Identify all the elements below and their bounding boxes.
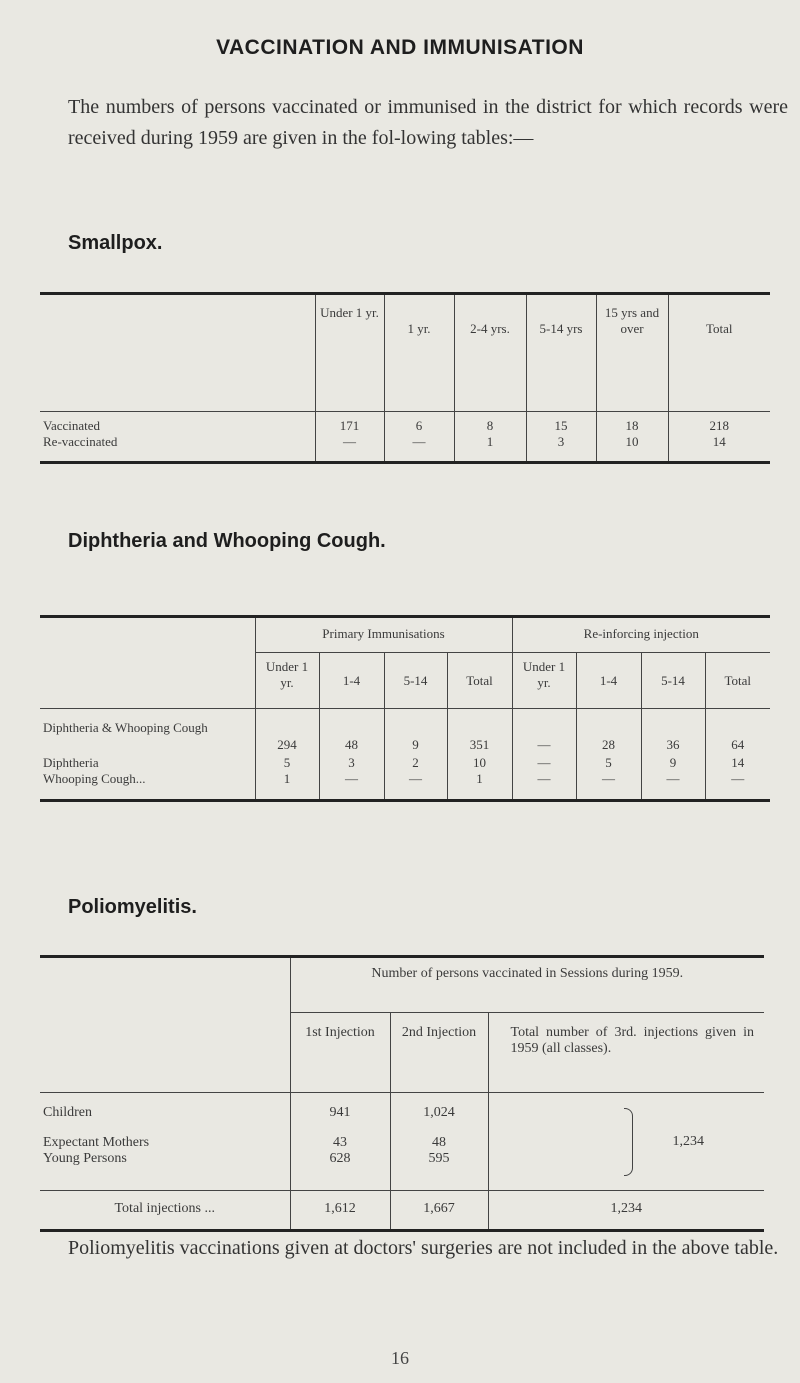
table-row <box>40 434 770 462</box>
table-cell: 48 <box>319 709 384 755</box>
row-label: Diphtheria <box>43 754 99 770</box>
table-cell: — <box>705 771 770 801</box>
table-cell: 10 <box>596 434 668 462</box>
table-cell: 1 <box>255 771 319 801</box>
table-cell: 48 <box>390 1127 488 1151</box>
column-header: 5-14 <box>641 653 705 709</box>
table-cell: 294 <box>255 709 319 755</box>
table-cell: 2 <box>384 755 447 771</box>
column-header: Under 1 yr. <box>512 653 576 709</box>
table-header-row <box>40 653 770 709</box>
table-row <box>40 1093 764 1127</box>
table-cell: — <box>384 771 447 801</box>
column-header: 2nd Injection <box>390 1013 488 1093</box>
table-row <box>40 771 770 801</box>
table-cell: 5 <box>576 755 641 771</box>
column-header: Total <box>447 653 512 709</box>
column-header: 1st Injection <box>290 1013 390 1093</box>
row-label: Young Persons <box>43 1150 127 1166</box>
table-cell: — <box>641 771 705 801</box>
polio-heading: Poliomyelitis. <box>68 896 197 918</box>
intro-paragraph: The numbers of persons vaccinated or immunised in the district for which records were received during 1959 are given in the fol-lowing tables:— <box>68 96 788 149</box>
table-cell: 1,024 <box>390 1093 488 1127</box>
table-cell: — <box>384 434 454 462</box>
column-header: 5-14 <box>384 653 447 709</box>
table-cell: 595 <box>390 1151 488 1191</box>
column-header: Total number of 3rd. injections given in 1959 (all classes). <box>488 1013 764 1093</box>
table-cell: — <box>576 771 641 801</box>
table-cell: 1 <box>454 434 526 462</box>
smallpox-heading: Smallpox. <box>68 232 163 254</box>
row-label: Expectant Mothers <box>43 1134 150 1150</box>
column-header: 1-4 <box>319 653 384 709</box>
table-cell: 628 <box>290 1151 390 1191</box>
column-header: Total <box>705 653 770 709</box>
column-header: 5-14 yrs <box>526 294 596 412</box>
table-cell: 218 <box>668 412 770 435</box>
table-cell: 6 <box>384 412 454 435</box>
table-cell: 9 <box>384 709 447 755</box>
row-label: Children <box>43 1105 92 1120</box>
table-row <box>40 412 770 435</box>
table-cell: 941 <box>290 1093 390 1127</box>
table-cell: 1,667 <box>390 1191 488 1231</box>
table-cell: 36 <box>641 709 705 755</box>
group-header-row <box>40 617 770 653</box>
polio-table <box>40 955 764 1232</box>
table-cell: 15 <box>526 412 596 435</box>
column-header: 1 yr. <box>384 294 454 412</box>
page-title: VACCINATION AND IMMUNISATION <box>216 36 584 59</box>
group-header-primary: Primary Immunisations <box>255 617 512 653</box>
diphtheria-heading: Diphtheria and Whooping Cough. <box>68 530 386 552</box>
column-header: Under 1 yr. <box>315 294 384 412</box>
column-header: 1-4 <box>576 653 641 709</box>
table-cell: 1,612 <box>290 1191 390 1231</box>
brace-icon <box>624 1108 633 1176</box>
table-cell: 1 <box>447 771 512 801</box>
group-header-reinforcing: Re-inforcing injection <box>512 617 770 653</box>
table-cell: 9 <box>641 755 705 771</box>
table-cell: — <box>315 434 384 462</box>
smallpox-table <box>40 292 770 464</box>
table-row <box>40 709 770 755</box>
group-header-sessions: Number of persons vaccinated in Sessions during 1959. <box>290 957 764 1013</box>
table-cell: 18 <box>596 412 668 435</box>
table-cell: 10 <box>447 755 512 771</box>
row-label: Diphtheria & Whooping Cough <box>43 720 208 735</box>
table-header-row <box>40 1013 764 1093</box>
table-row <box>40 755 770 771</box>
combined-third-cell <box>488 1093 764 1191</box>
table-cell: 3 <box>526 434 596 462</box>
table-header-row <box>40 294 770 412</box>
table-cell: — <box>512 755 576 771</box>
table-cell: 8 <box>454 412 526 435</box>
group-header-row <box>40 957 764 1013</box>
table-cell: 351 <box>447 709 512 755</box>
table-cell: — <box>319 771 384 801</box>
table-cell: 3 <box>319 755 384 771</box>
table-cell: 1,234 <box>672 1133 704 1149</box>
column-header: Total <box>668 294 770 412</box>
footnote-paragraph: Poliomyelitis vaccinations given at doctors' surgeries are not included in the above table. <box>68 1237 779 1259</box>
diphtheria-table <box>40 615 770 802</box>
table-cell: 171 <box>315 412 384 435</box>
table-cell: — <box>512 709 576 755</box>
column-header: 2-4 yrs. <box>454 294 526 412</box>
table-cell: 14 <box>668 434 770 462</box>
column-header: 15 yrs and over <box>596 294 668 412</box>
table-cell: — <box>512 771 576 801</box>
row-label: Whooping Cough... <box>43 770 146 786</box>
row-label: Re-vaccinated <box>43 434 118 449</box>
table-cell: 28 <box>576 709 641 755</box>
table-cell: 1,234 <box>488 1191 764 1231</box>
column-header: Under 1 yr. <box>255 653 319 709</box>
table-cell: 5 <box>255 755 319 771</box>
total-row <box>40 1191 764 1231</box>
table-cell: 14 <box>705 755 770 771</box>
row-label: Total injections ... <box>114 1201 215 1216</box>
row-label: Vaccinated <box>43 418 101 433</box>
table-cell: 64 <box>705 709 770 755</box>
page-number: 16 <box>391 1348 409 1368</box>
table-cell: 43 <box>290 1127 390 1151</box>
